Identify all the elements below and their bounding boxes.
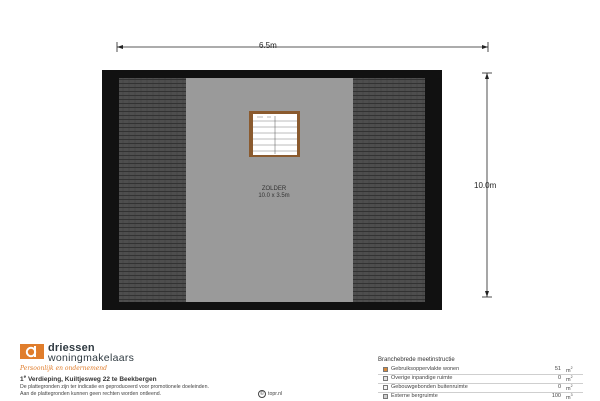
legend-item [378, 375, 583, 383]
floor-ordinal-suffix: e [23, 374, 27, 379]
legend-unit: $m^2$ [566, 384, 573, 392]
width-dimension-label: 6.5m [259, 41, 277, 50]
copyright-icon: © [258, 390, 266, 398]
legend-title: Branchebrede meetinstructie [378, 357, 455, 363]
legend-swatch [383, 376, 388, 381]
width-dimension-line [117, 42, 488, 52]
legend-label: Gebruiksoppervlakte wonen [391, 366, 460, 372]
brand-logo-icon [20, 344, 44, 359]
legend-swatch [383, 385, 388, 390]
staircase [249, 111, 300, 157]
legend-unit: $m^2$ [566, 375, 573, 383]
room-name: ZOLDER [261, 186, 287, 192]
floor-ordinal: 1 [20, 376, 24, 384]
legend-swatch [383, 367, 388, 372]
room-size: 10.0 x 3.5m [258, 193, 290, 199]
floor-title [20, 374, 157, 383]
roof-slope-right [353, 78, 425, 302]
legend-swatch [383, 394, 388, 399]
legend-value: 0 [557, 384, 561, 390]
roof-slope-left [119, 78, 186, 302]
topr-link[interactable]: topr.nl [268, 391, 283, 397]
disclaimer-line-2: Aan de plattegronden kunnen geen rechten worden ontleend. [20, 391, 162, 397]
legend-label: Externe bergruimte [391, 393, 438, 399]
legend-label: Overige inpandige ruimte [391, 375, 453, 381]
legend-item [378, 366, 583, 374]
legend-item [378, 384, 583, 392]
brand-subtitle: woningmakelaars [48, 352, 135, 364]
brand-name: driessen [48, 342, 95, 354]
legend-unit: $m^2$ [566, 366, 573, 374]
legend-value: 100 [551, 393, 561, 399]
height-dimension-label: 10.0m [474, 181, 497, 190]
legend-value: 51 [554, 366, 561, 372]
disclaimer-line-1: De plattegronden zijn ter indicatie en geproduceerd voor promotionele doeleinden. [20, 384, 209, 390]
floor-address: Verdieping, Kuiltjesweg 22 te Beekbergen [26, 376, 157, 384]
legend-unit: $m^3$ [566, 393, 573, 401]
brand-tagline: Persoonlijk en ondernemend [20, 365, 108, 372]
legend-label: Gebouwgebonden buitenruimte [391, 384, 468, 390]
legend-value: 0 [557, 375, 561, 381]
